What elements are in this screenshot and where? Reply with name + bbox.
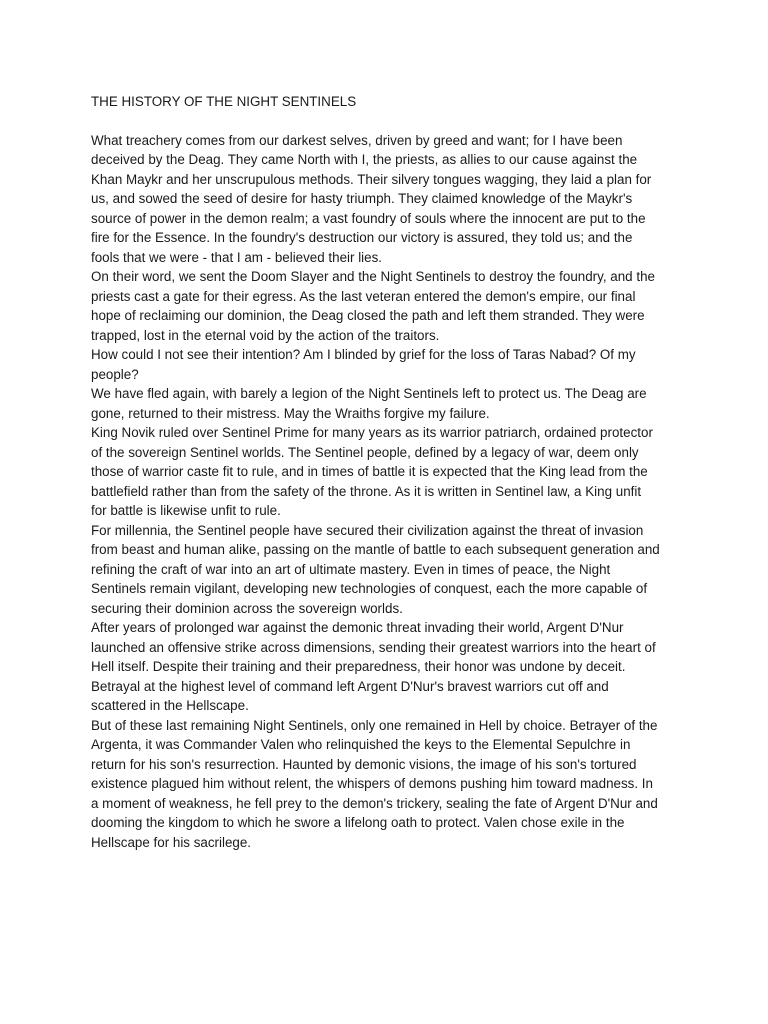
paragraph: What treachery comes from our darkest selves, driven by greed and want; for I have been deceived by the Deag. They came North with I, the priests, as allies to our cause against the Khan Maykr and her unscrupulous methods. Their silvery tongues wagging, they laid a plan for us, and sowed the seed of desire for hasty triumph. They claimed knowledge of the Maykr's source of power in the demon realm; a vast foundry of souls where the innocent are put to the fire for the Essence. In the foundry's destruction our victory is assured, they told us; and the fools that we were - that I am - believed their lies. [91,132,652,265]
paragraph: On their word, we sent the Doom Slayer and the Night Sentinels to destroy the foundry, and the priests cast a gate for their egress. As the last veteran entered the demon's empire, our final hope of reclaiming our dominion, the Deag closed the path and left them stranded. They were trapped, lost in the eternal void by the action of the traitors. [91,269,655,343]
paragraph: For millennia, the Sentinel people have secured their civilization against the threat of invasion from beast and human alike, passing on the mantle of battle to each subsequent generation and refining the craft of war into an art of ultimate mastery. Even in times of peace, the Night Sentinels remain vigilant, developing new technologies of conquest, each the more capable of securing their dominion across the sovereign worlds. [91,522,660,616]
paragraph: King Novik ruled over Sentinel Prime for many years as its warrior patriarch, ordained protector of the sovereign Sentinel worlds. The Sentinel people, defined by a legacy of war, deem only those of warrior caste fit to rule, and in times of battle it is expected that the King lead from the battlefield rather than from the safety of the throne. As it is written in Sentinel law, a King unfit for battle is likewise unfit to rule. [91,425,653,518]
paragraph: After years of prolonged war against the demonic threat invading their world, Argent D'Nur launched an offensive strike across dimensions, sending their greatest warriors into the heart of Hell itself. Despite their training and their preparedness, their honor was undone by deceit. Betrayal at the highest level of command left Argent D'Nur's bravest warriors cut off and scattered in the Hellscape. [91,620,656,713]
document-title: THE HISTORY OF THE NIGHT SENTINELS [91,94,357,109]
paragraph: How could I not see their intention? Am I blinded by grief for the loss of Taras Nabad? Of my people? [91,347,636,382]
paragraph: We have fled again, with barely a legion of the Night Sentinels left to protect us. The Deag are gone, returned to their mistress. May the Wraiths forgive my failure. [91,386,647,421]
document-body [91,92,691,852]
paragraph: But of these last remaining Night Sentinels, only one remained in Hell by choice. Betrayer of the Argenta, it was Commander Valen who relinquished the keys to the Elemental Sepulchre in return for his son's resurrection. Haunted by demonic visions, the image of his son's tortured existence plagued him without relent, the whispers of demons pushing him toward madness. In a moment of weakness, he fell prey to the demon's trickery, sealing the fate of Argent D'Nur and dooming the kingdom to which he swore a lifelong oath to protect. Valen chose exile in the Hellscape for his sacrilege. [91,717,658,850]
